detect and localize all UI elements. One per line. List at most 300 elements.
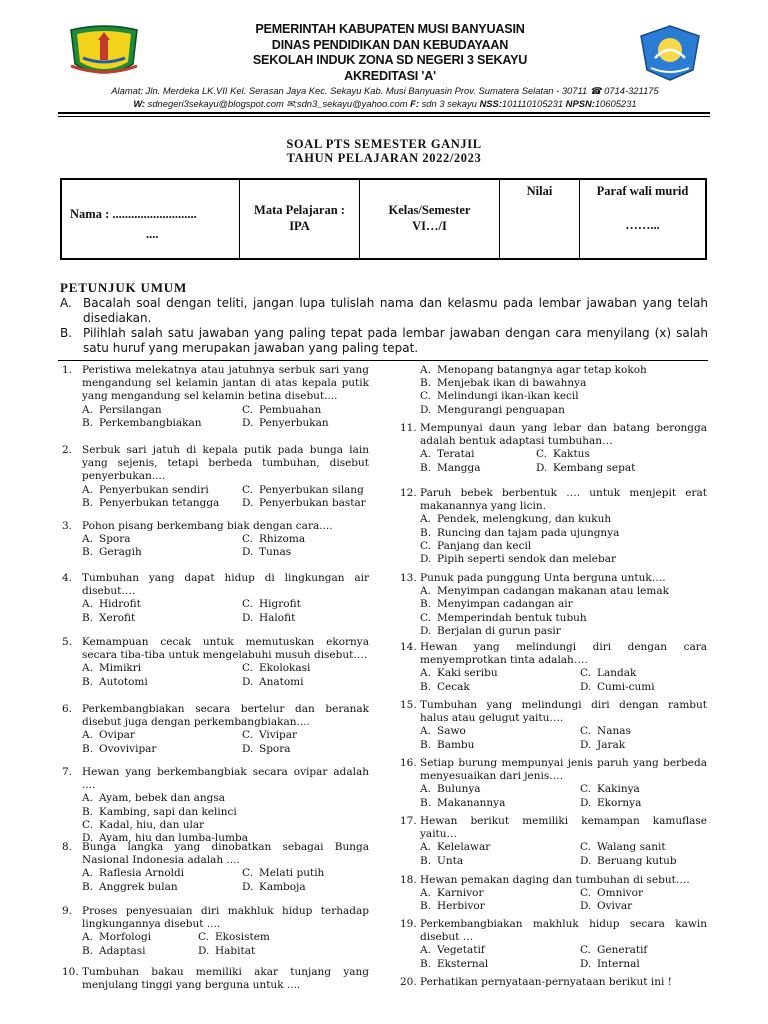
option-letter: A. bbox=[82, 483, 93, 496]
option-letter: A. bbox=[420, 841, 431, 854]
question-text: Bunga langka yang dinobatkan sebagai Bunga Nasional Indonesia adalah .... bbox=[82, 841, 369, 867]
answer-option[interactable] bbox=[420, 448, 475, 461]
answer-option[interactable] bbox=[82, 533, 131, 546]
question-number: 5. bbox=[62, 636, 73, 648]
instructions-divider bbox=[58, 360, 708, 361]
answer-option[interactable] bbox=[82, 819, 369, 832]
option-row bbox=[82, 676, 369, 689]
answer-option[interactable] bbox=[242, 729, 297, 742]
question-number: 18. bbox=[400, 874, 417, 886]
answer-options bbox=[420, 725, 707, 751]
question-text: Hewan yang berkembangbiak secara ovipar adalah .... bbox=[82, 766, 369, 792]
option-letter: B. bbox=[420, 738, 432, 751]
question-item bbox=[400, 641, 707, 694]
option-text: Habitat bbox=[215, 944, 256, 957]
answer-option[interactable] bbox=[420, 377, 707, 390]
answer-option[interactable] bbox=[198, 931, 270, 944]
answer-option[interactable] bbox=[82, 945, 146, 958]
option-letter: B. bbox=[420, 598, 432, 611]
answer-option[interactable] bbox=[420, 553, 707, 566]
option-letter: C. bbox=[420, 390, 431, 403]
answer-option[interactable] bbox=[82, 612, 135, 625]
answer-option[interactable] bbox=[580, 797, 641, 810]
question-number: 6. bbox=[62, 703, 73, 715]
question-number: 13. bbox=[400, 572, 417, 584]
option-text: Vegetatif bbox=[437, 944, 485, 957]
option-text: Herbivor bbox=[437, 900, 485, 913]
answer-options bbox=[420, 513, 707, 566]
question-item bbox=[62, 905, 369, 958]
option-letter: B. bbox=[420, 526, 432, 539]
instruction-text: Pilihlah salah satu jawaban yang paling tepat pada lembar jawaban dengan cara menyilang (x) salah satu huruf yang merupakan jawaban yang paling tepat. bbox=[83, 326, 708, 355]
option-letter: B. bbox=[420, 796, 432, 809]
option-letter: D. bbox=[580, 854, 592, 867]
question-text: Hewan pemakan daging dan tumbuhan di sebut…. bbox=[420, 874, 690, 886]
phone-icon: ☎ bbox=[589, 85, 602, 96]
question-item bbox=[62, 444, 369, 510]
option-letter: D. bbox=[580, 957, 592, 970]
answer-options bbox=[420, 364, 707, 417]
name-field-label: Nama : ........................... bbox=[70, 207, 197, 221]
answer-option[interactable] bbox=[580, 900, 632, 913]
letterhead-line: PEMERINTAH KABUPATEN MUSI BANYUASIN bbox=[255, 22, 525, 36]
option-text: Perkembangbiakan bbox=[99, 416, 202, 429]
answer-option[interactable] bbox=[420, 887, 484, 900]
option-text: Pembuahan bbox=[259, 403, 322, 416]
question-text: Tumbuhan bakau memiliki akar tunjang yang menjulang tinggi yang berguna untuk .... bbox=[82, 966, 369, 992]
answer-option[interactable] bbox=[82, 806, 369, 819]
question-number: 16. bbox=[400, 757, 417, 769]
answer-options bbox=[82, 729, 369, 755]
letterhead-line: SEKOLAH INDUK ZONA SD NEGERI 3 SEKAYU bbox=[252, 53, 528, 67]
option-row bbox=[82, 945, 369, 958]
option-row bbox=[82, 612, 369, 625]
option-text: Raflesia Arnoldi bbox=[99, 867, 185, 880]
option-letter: D. bbox=[420, 624, 432, 637]
option-text: Anggrek bulan bbox=[99, 880, 178, 893]
option-letter: A. bbox=[420, 448, 431, 461]
answer-option[interactable] bbox=[420, 612, 707, 625]
answer-option[interactable] bbox=[420, 739, 474, 752]
option-text: Omnivor bbox=[597, 887, 643, 900]
school-address bbox=[60, 84, 710, 110]
option-row bbox=[82, 931, 369, 944]
option-text: Ovipar bbox=[99, 729, 135, 742]
option-text: Kaki seribu bbox=[437, 667, 498, 680]
answer-options bbox=[82, 533, 369, 559]
option-text: Pendek, melengkung, dan kukuh bbox=[437, 513, 612, 526]
answer-option[interactable] bbox=[580, 739, 625, 752]
option-text: Penyerbukan bastar bbox=[259, 496, 366, 509]
question-item bbox=[62, 520, 369, 560]
option-row bbox=[82, 404, 369, 417]
class-semester-label: Kelas/Semester bbox=[388, 203, 471, 217]
question-number: 20. bbox=[400, 976, 417, 988]
option-letter: D. bbox=[242, 416, 254, 429]
option-row bbox=[420, 681, 707, 694]
option-letter: D. bbox=[242, 880, 254, 893]
option-text: Mangga bbox=[437, 461, 481, 474]
option-text: Generatif bbox=[597, 944, 648, 957]
instruction-letter: B. bbox=[60, 326, 73, 340]
answer-option[interactable] bbox=[580, 855, 677, 868]
option-letter: A. bbox=[82, 403, 93, 416]
option-row bbox=[82, 497, 369, 510]
answer-option[interactable] bbox=[242, 404, 321, 417]
option-letter: C. bbox=[580, 725, 591, 738]
question-number: 12. bbox=[400, 487, 417, 499]
option-text: Halofit bbox=[259, 611, 296, 624]
answer-options bbox=[420, 783, 707, 809]
option-text: Spora bbox=[259, 742, 291, 755]
option-letter: C. bbox=[242, 598, 253, 611]
option-letter: A. bbox=[82, 598, 93, 611]
option-letter: A. bbox=[82, 931, 93, 944]
option-letter: B. bbox=[82, 675, 94, 688]
question-number: 11. bbox=[400, 422, 417, 434]
option-text: Bambu bbox=[437, 738, 475, 751]
option-row bbox=[420, 462, 707, 475]
answer-option[interactable] bbox=[82, 867, 184, 880]
option-text: Mimikri bbox=[99, 662, 142, 675]
answer-option[interactable] bbox=[82, 598, 141, 611]
answer-option[interactable] bbox=[536, 462, 635, 475]
option-letter: A. bbox=[82, 533, 93, 546]
class-semester-cell[interactable] bbox=[360, 180, 500, 258]
answer-option[interactable] bbox=[242, 662, 310, 675]
answer-option[interactable] bbox=[242, 533, 305, 546]
question-text: Proses penyesuaian diri makhluk hidup terhadap lingkungannya disebut .... bbox=[82, 905, 369, 931]
option-row bbox=[82, 662, 369, 675]
question-text: Perkembangbiakan makhluk hidup secara kawin disebut … bbox=[420, 918, 707, 944]
option-letter: C. bbox=[242, 533, 253, 546]
option-text: Geragih bbox=[99, 546, 142, 559]
header-divider-thin bbox=[58, 116, 710, 117]
option-letter: C. bbox=[242, 403, 253, 416]
option-text: Landak bbox=[597, 667, 637, 680]
class-semester-value: VI…/I bbox=[412, 219, 447, 233]
subject-label: Mata Pelajaran : bbox=[254, 203, 345, 217]
option-letter: D. bbox=[242, 675, 254, 688]
name-cell[interactable] bbox=[62, 180, 240, 258]
instructions-heading: PETUNJUK UMUM bbox=[60, 280, 188, 295]
question-item bbox=[400, 572, 707, 638]
answer-option[interactable] bbox=[82, 792, 369, 805]
answer-option[interactable] bbox=[420, 944, 485, 957]
option-text: Penyerbukan bbox=[259, 416, 329, 429]
answer-option[interactable] bbox=[242, 598, 301, 611]
option-letter: D. bbox=[536, 461, 548, 474]
question-number: 2. bbox=[62, 444, 73, 456]
answer-option[interactable] bbox=[580, 783, 640, 796]
option-letter: A. bbox=[420, 513, 431, 526]
subject-cell bbox=[240, 180, 360, 258]
npsn-label: NPSN: bbox=[565, 98, 595, 109]
mail-icon: ✉ bbox=[286, 98, 295, 109]
answer-option[interactable] bbox=[420, 783, 481, 796]
answer-option[interactable] bbox=[242, 743, 291, 756]
option-row bbox=[82, 881, 369, 894]
email-text: ;sdn3_sekayu@yahoo.com bbox=[294, 98, 408, 109]
answer-option[interactable] bbox=[420, 585, 707, 598]
question-number: 19. bbox=[400, 918, 417, 930]
option-row bbox=[420, 667, 707, 680]
option-letter: C. bbox=[198, 931, 209, 944]
answer-option[interactable] bbox=[420, 797, 505, 810]
letterhead-title bbox=[150, 22, 630, 84]
answer-option[interactable] bbox=[420, 625, 707, 638]
answer-option[interactable] bbox=[82, 497, 219, 510]
option-letter: C. bbox=[242, 662, 253, 675]
answer-option[interactable] bbox=[536, 448, 590, 461]
option-text: Ovivar bbox=[597, 900, 633, 913]
option-letter: A. bbox=[420, 585, 431, 598]
option-row bbox=[82, 867, 369, 880]
option-letter: B. bbox=[82, 880, 94, 893]
option-text: Vivipar bbox=[259, 729, 298, 742]
option-letter: C. bbox=[242, 867, 253, 880]
question-number: 3. bbox=[62, 520, 73, 532]
option-letter: B. bbox=[82, 944, 94, 957]
parent-signature-label: Paraf wali murid bbox=[596, 184, 689, 198]
option-text: Menjebak ikan di bawahnya bbox=[437, 377, 587, 390]
score-label: Nilai bbox=[526, 184, 553, 198]
answer-option[interactable] bbox=[198, 945, 255, 958]
option-text: Internal bbox=[597, 957, 640, 970]
answer-option[interactable] bbox=[420, 540, 707, 553]
option-row bbox=[420, 958, 707, 971]
question-number: 7. bbox=[62, 766, 73, 778]
answer-options bbox=[82, 484, 369, 510]
option-letter: B. bbox=[82, 546, 94, 559]
option-letter: B. bbox=[420, 680, 432, 693]
answer-options bbox=[82, 931, 369, 957]
answer-option[interactable] bbox=[580, 958, 640, 971]
option-text: Penyerbukan sendiri bbox=[99, 483, 209, 496]
question-text: Mempunyai daun yang lebar dan batang berongga adalah bentuk adaptasi tumbuhan… bbox=[420, 422, 707, 448]
question-item bbox=[400, 364, 707, 417]
facebook-label: F: bbox=[410, 98, 419, 109]
tut-wuri-handayani-icon bbox=[637, 24, 703, 82]
question-number: 4. bbox=[62, 572, 73, 584]
option-letter: B. bbox=[82, 805, 94, 818]
option-row bbox=[82, 484, 369, 497]
question-item bbox=[400, 757, 707, 810]
answer-option[interactable] bbox=[242, 497, 366, 510]
option-text: Makanannya bbox=[437, 796, 506, 809]
exam-title bbox=[0, 137, 768, 165]
answer-option[interactable] bbox=[82, 417, 202, 430]
npsn-value: 10605231 bbox=[594, 98, 637, 109]
option-letter: D. bbox=[242, 546, 254, 559]
option-row bbox=[82, 533, 369, 546]
question-item bbox=[62, 703, 369, 756]
question-text: Tumbuhan yang melindungi diri dengan rambut halus atau gelugut yaitu…. bbox=[420, 699, 707, 725]
option-letter: A. bbox=[420, 364, 431, 376]
answer-option[interactable] bbox=[580, 944, 647, 957]
answer-option[interactable] bbox=[420, 725, 466, 738]
answer-option[interactable] bbox=[420, 527, 707, 540]
question-text: Hewan yang melindungi diri dengan cara menyemprotkan tinta adalah…. bbox=[420, 641, 707, 667]
option-letter: C. bbox=[580, 944, 591, 957]
option-row bbox=[82, 743, 369, 756]
option-text: Penyerbukan tetangga bbox=[99, 496, 220, 509]
option-letter: A. bbox=[420, 944, 431, 957]
answer-options bbox=[420, 585, 707, 638]
question-item bbox=[400, 815, 707, 868]
question-item bbox=[400, 874, 707, 914]
option-text: Panjang dan kecil bbox=[437, 539, 532, 552]
answer-option[interactable] bbox=[82, 546, 142, 559]
answer-option[interactable] bbox=[420, 667, 498, 680]
phone-number: 0714-321175 bbox=[604, 85, 659, 96]
question-text: Kemampuan cecak untuk memutuskan ekornya secara tiba-tiba untuk mengelabuhi musuh disebut…. bbox=[82, 636, 369, 662]
option-text: Sawo bbox=[437, 725, 466, 738]
option-text: Xerofit bbox=[99, 611, 136, 624]
answer-option[interactable] bbox=[420, 462, 480, 475]
option-text: Anatomi bbox=[259, 675, 304, 688]
option-text: Beruang kutub bbox=[597, 854, 677, 867]
option-text: Ekornya bbox=[597, 796, 642, 809]
answer-option[interactable] bbox=[82, 881, 178, 894]
answer-option[interactable] bbox=[242, 546, 291, 559]
question-number: 14. bbox=[400, 641, 417, 653]
answer-option[interactable] bbox=[242, 881, 306, 894]
question-text: Hewan berikut memiliki kemampan kamuflase yaitu… bbox=[420, 815, 707, 841]
option-text: Eksternal bbox=[437, 957, 489, 970]
answer-option[interactable] bbox=[420, 513, 707, 526]
question-item bbox=[62, 966, 369, 992]
answer-option[interactable] bbox=[580, 681, 655, 694]
option-text: Spora bbox=[99, 533, 131, 546]
answer-option[interactable] bbox=[420, 364, 707, 377]
question-number: 1. bbox=[62, 364, 73, 376]
exam-title-line: SOAL PTS SEMESTER GANJIL bbox=[286, 137, 482, 151]
answer-option[interactable] bbox=[420, 958, 488, 971]
option-text: Ayam, bebek dan angsa bbox=[99, 792, 226, 805]
answer-option[interactable] bbox=[82, 676, 148, 689]
answer-option[interactable] bbox=[420, 598, 707, 611]
option-letter: D. bbox=[82, 832, 94, 845]
instruction-item bbox=[60, 326, 708, 355]
option-text: Walang sanit bbox=[597, 841, 666, 854]
instruction-text: Bacalah soal dengan teliti, jangan lupa tulislah nama dan kelasmu pada lembar jawaban yang telah disediakan. bbox=[83, 296, 708, 325]
answer-option[interactable] bbox=[580, 841, 666, 854]
option-text: Ayam, hiu dan lumba-lumba bbox=[99, 832, 248, 845]
option-letter: A. bbox=[420, 887, 431, 900]
answer-option[interactable] bbox=[82, 404, 162, 417]
regency-emblem-icon bbox=[63, 24, 145, 78]
answer-option[interactable] bbox=[82, 729, 135, 742]
question-number: 15. bbox=[400, 699, 417, 711]
option-letter: B. bbox=[420, 461, 432, 474]
answer-option[interactable] bbox=[420, 900, 485, 913]
answer-option[interactable] bbox=[82, 662, 141, 675]
answer-option[interactable] bbox=[580, 667, 636, 680]
option-text: Menyimpan cadangan air bbox=[437, 598, 573, 611]
option-text: Ekosistem bbox=[215, 931, 270, 944]
answer-option[interactable] bbox=[420, 404, 707, 417]
answer-options bbox=[82, 404, 369, 430]
question-item bbox=[62, 636, 369, 689]
question-item bbox=[400, 422, 707, 475]
option-letter: B. bbox=[420, 957, 432, 970]
option-letter: D. bbox=[242, 496, 254, 509]
question-item bbox=[62, 364, 369, 430]
option-text: Higrofit bbox=[259, 598, 301, 611]
option-text: Hidrofit bbox=[99, 598, 141, 611]
question-text: Perhatikan pernyataan-pernyataan berikut ini ! bbox=[420, 976, 672, 988]
subject-value: IPA bbox=[289, 219, 310, 233]
option-text: Kelelawar bbox=[437, 841, 491, 854]
option-text: Rhizoma bbox=[259, 533, 306, 546]
answer-option[interactable] bbox=[242, 676, 303, 689]
answer-option[interactable] bbox=[82, 931, 151, 944]
address-text: Alamat: Jln. Merdeka LK.VII Kel. Serasan Jaya Kec. Sekayu Kab. Musi Banyuasin Prov. Sumatera Selatan - 30711 bbox=[111, 85, 588, 96]
question-number: 17. bbox=[400, 815, 417, 827]
answer-option[interactable] bbox=[242, 484, 364, 497]
option-letter: B. bbox=[82, 742, 94, 755]
option-text: Kadal, hiu, dan ular bbox=[99, 818, 205, 831]
answer-option[interactable] bbox=[82, 743, 156, 756]
option-letter: A. bbox=[82, 662, 93, 675]
question-text: Serbuk sari jatuh di kepala putik pada bunga lain yang sejenis, tetapi berbeda tumbuhan, disebut penyerbukan.... bbox=[82, 444, 369, 483]
question-item bbox=[62, 766, 369, 845]
option-text: Berjalan di gurun pasir bbox=[437, 624, 561, 637]
answer-option[interactable] bbox=[420, 855, 463, 868]
option-text: Tunas bbox=[259, 546, 292, 559]
option-text: Karnivor bbox=[437, 887, 484, 900]
option-text: Cecak bbox=[437, 680, 470, 693]
answer-options bbox=[420, 944, 707, 970]
nss-label: NSS: bbox=[479, 98, 502, 109]
option-letter: D. bbox=[580, 796, 592, 809]
option-text: Memperindah bentuk tubuh bbox=[437, 611, 587, 624]
score-cell bbox=[500, 180, 580, 258]
option-text: Jarak bbox=[597, 738, 626, 751]
option-row bbox=[420, 448, 707, 461]
question-text: Perkembangbiakan secara bertelur dan beranak disebut juga dengan perkembangbiakan.... bbox=[82, 703, 369, 729]
answer-option[interactable] bbox=[420, 390, 707, 403]
option-letter: D. bbox=[420, 403, 432, 416]
option-letter: B. bbox=[420, 377, 432, 390]
facebook-text: sdn 3 sekayu bbox=[421, 98, 477, 109]
answer-option[interactable] bbox=[420, 841, 490, 854]
answer-option[interactable] bbox=[82, 484, 209, 497]
option-row bbox=[82, 729, 369, 742]
answer-option[interactable] bbox=[242, 612, 295, 625]
answer-option[interactable] bbox=[242, 417, 329, 430]
option-text: Runcing dan tajam pada ujungnya bbox=[437, 526, 620, 539]
question-text: Setiap burung mempunyai jenis paruh yang berbeda menyesuaikan dari jenis…. bbox=[420, 757, 707, 783]
header-divider-thick bbox=[58, 112, 710, 114]
answer-options bbox=[82, 662, 369, 688]
letterhead-line: DINAS PENDIDIKAN DAN KEBUDAYAAN bbox=[271, 37, 509, 52]
option-letter: C. bbox=[580, 841, 591, 854]
option-text: Nanas bbox=[597, 725, 631, 738]
option-row bbox=[82, 546, 369, 559]
option-row bbox=[420, 887, 707, 900]
answer-option[interactable] bbox=[420, 681, 470, 694]
answer-option[interactable] bbox=[580, 725, 631, 738]
answer-option[interactable] bbox=[242, 867, 324, 880]
question-item bbox=[62, 572, 369, 625]
parent-signature-cell bbox=[580, 180, 705, 258]
answer-option[interactable] bbox=[580, 887, 643, 900]
option-letter: A. bbox=[82, 729, 93, 742]
option-row bbox=[420, 841, 707, 854]
question-item bbox=[62, 841, 369, 894]
